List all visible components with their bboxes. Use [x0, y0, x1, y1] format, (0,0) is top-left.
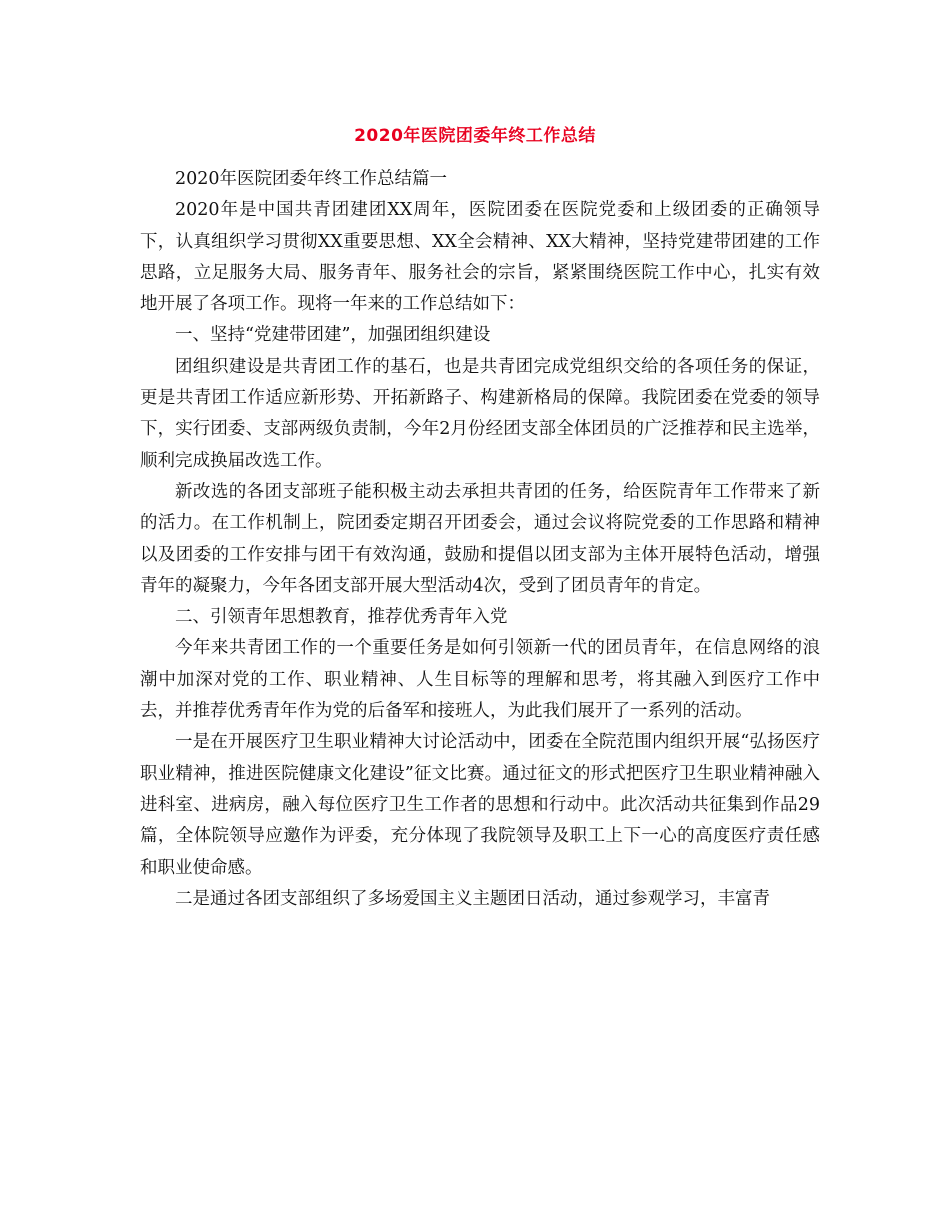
section-1-paragraph-2: 新改选的各团支部班子能积极主动去承担共青团的任务，给医院青年工作带来了新的活力。在工作机制上，院团委定期召开团委会，通过会议将院党委的工作思路和精神以及团委的工作安排与团干有效沟通，鼓励和提倡以团支部为主体开展特色活动，增强青年的凝聚力，今年各团支部开展大型活动4次，受到了团员青年的肯定。 [140, 481, 820, 596]
document-subtitle: 2020年医院团委年终工作总结篇一 [175, 169, 448, 189]
document-body [140, 164, 820, 915]
section-2-paragraph-2: 一是在开展医疗卫生职业精神大讨论活动中，团委在全院范围内组织开展“弘扬医疗职业精神，推进医院健康文化建设”征文比赛。通过征文的形式把医疗卫生职业精神融入进科室、进病房，融入每位医疗卫生工作者的思想和行动中。此次活动共征集到作品29篇，全体院领导应邀作为评委，充分体现了我院领导及职工上下一心的高度医疗责任感和职业使命感。 [140, 732, 820, 878]
section-2-paragraph-3: 二是通过各团支部组织了多场爱国主义主题团日活动，通过参观学习，丰富青 [175, 888, 770, 909]
section-1-paragraph-1: 团组织建设是共青团工作的基石，也是共青团完成党组织交给的各项任务的保证，更是共青团工作适应新形势、开拓新路子、构建新格局的保障。我院团委在党委的领导下，实行团委、支部两级负责制，今年2月份经团支部全体团员的广泛推荐和民主选举，顺利完成换届改选工作。 [140, 356, 820, 471]
section-2-paragraph-1: 今年来共青团工作的一个重要任务是如何引领新一代的团员青年，在信息网络的浪潮中加深对党的工作、职业精神、人生目标等的理解和思考，将其融入到医疗工作中去，并推荐优秀青年作为党的后备军和接班人，为此我们展开了一系列的活动。 [140, 638, 820, 722]
document-title: 2020年医院团委年终工作总结 [354, 126, 596, 146]
intro-paragraph: 2020年是中国共青团建团XX周年，医院团委在医院党委和上级团委的正确领导下，认真组织学习贯彻XX重要思想、XX全会精神、XX大精神，坚持党建带团建的工作思路，立足服务大局、服务青年、服务社会的宗旨，紧紧围绕医院工作中心，扎实有效地开展了各项工作。现将一年来的工作总结如下： [140, 200, 820, 315]
section-2-heading: 二、引领青年思想教育，推荐优秀青年入党 [175, 607, 508, 628]
section-1-heading: 一、坚持“党建带团建”，加强团组织建设 [175, 325, 491, 346]
